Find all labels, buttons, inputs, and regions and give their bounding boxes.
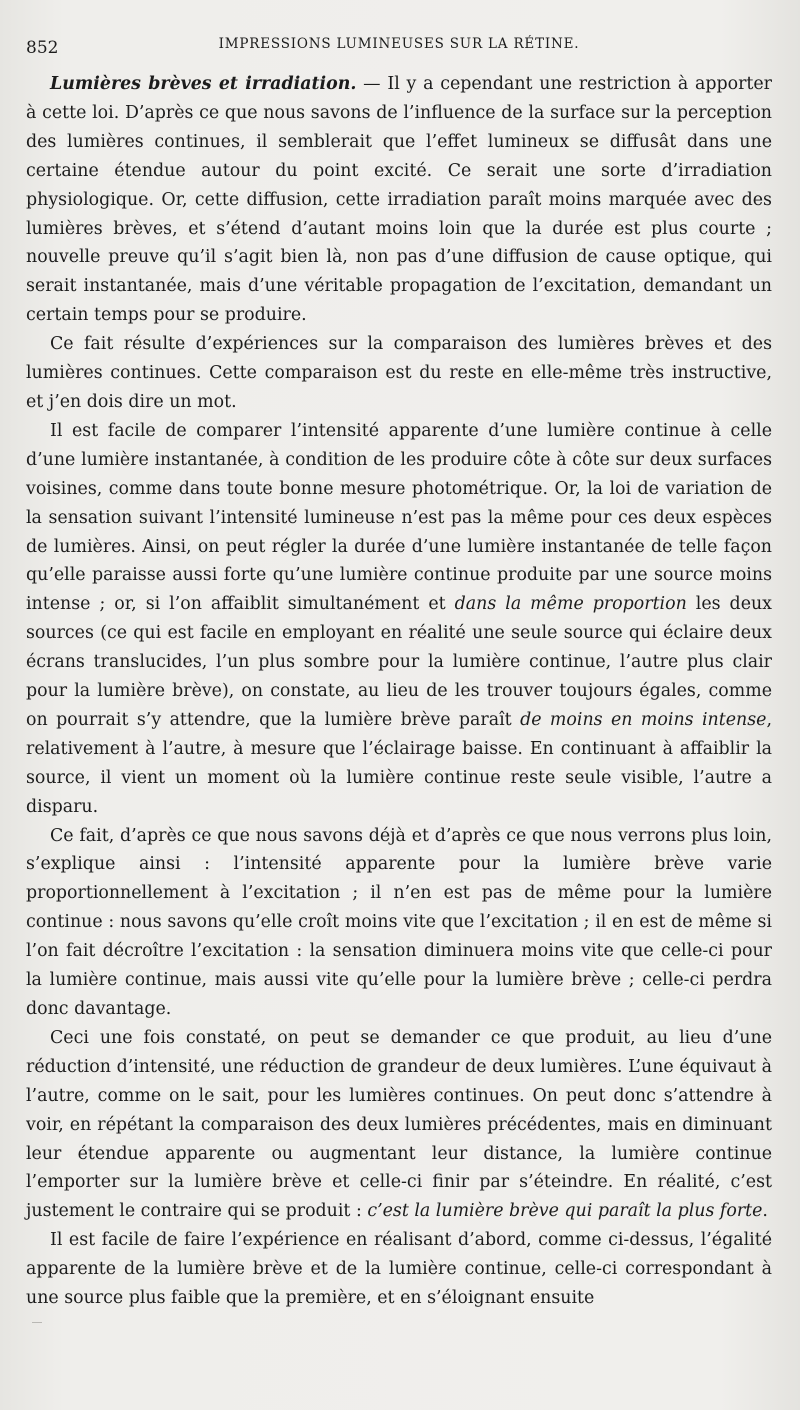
paragraph-irradiation xyxy=(26,70,772,330)
running-title: IMPRESSIONS LUMINEUSES SUR LA RÉTINE. xyxy=(218,36,580,52)
paragraph-experiment xyxy=(26,1226,772,1313)
paragraph-size-reduction xyxy=(26,1024,772,1226)
paragraph-text: — Il y a cependant une restriction à apporter à cette loi. D’après ce que nous savons de l’influence de la surface sur la perception des lumières continues, il semblerait que l’effet lumineux se diffusât dans une certaine étendue autour du point excité. Ce serait une sorte d’irradiation physiologique. Or, cette diffusion, cette irradiation paraît moins marquée avec des lumières brèves, et s’étend d’autant moins loin que la durée est plus courte ; nouvelle preuve qu’il s’agit bien là, non pas d’une diffusion de cause optique, qui serait instantanée, mais d’une véritable propagation de l’excitation, demandant un certain temps pour se produire. xyxy=(26,74,772,326)
paragraph-text: Il est facile de faire l’expérience en réalisant d’abord, comme ci-dessus, l’égalité apparente de la lumière brève et de la lumière continue, celle-ci correspondant à une source plus faible que la première, et en s’éloignant ensuite xyxy=(26,1230,772,1309)
paragraph-text: Ce fait résulte d’expériences sur la comparaison des lumières brèves et des lumières continues. Cette comparaison est du reste en elle-même très instructive, et j’en dois dire un mot. xyxy=(26,334,772,412)
section-title: Lumières brèves et irradiation. xyxy=(50,74,357,94)
italic-phrase: de moins en moins intense xyxy=(520,709,767,730)
italic-phrase: dans la même proportion xyxy=(454,594,687,615)
paragraph-text: les deux sources (ce qui est facile en employant en réalité une seule source qui éclaire deux écrans translucides, l’un plus sombre pour la lumière continue, l’autre plus clair pour la lumière brève), on constate, au lieu de les trouver toujours égales, comme on pourrait s’y attendre, que la lumière brève paraît xyxy=(26,594,772,730)
paragraph-comparison xyxy=(26,417,772,822)
body-text xyxy=(26,70,772,1313)
paragraph-text: , relativement à l’autre, à mesure que l’éclairage baisse. En continuant à affaiblir la source, il vient un moment où la lumière continue reste seule visible, l’autre a disparu. xyxy=(26,709,772,817)
paragraph-text: Ce fait, d’après ce que nous savons déjà et d’après ce que nous verrons plus loin, s’explique ainsi : l’intensité apparente pour la lumière brève varie proportionnellement à l’excitation ; il n’en est pas de même pour la lumière continue : nous savons qu’elle croît moins vite que l’excitation ; il en est de même si l’on fait décroître l’excitation : la sensation diminuera moins vite que celle-ci pour la lumière continue, mais aussi vite qu’elle pour la lumière brève ; celle-ci perdra donc davantage. xyxy=(26,825,772,1019)
running-head xyxy=(26,26,772,60)
italic-phrase: c’est la lumière brève qui paraît la plus forte xyxy=(367,1201,763,1222)
paragraph-experiences xyxy=(26,330,772,417)
paragraph-text: . xyxy=(762,1201,768,1222)
paragraph-text: Ceci une fois constaté, on peut se demander ce que produit, au lieu d’une réduction d’intensité, une réduction de grandeur de deux lumières. L’une équivaut à l’autre, comme on le sait, pour les lumières continues. On peut donc s’attendre à voir, en répétant la comparaison des deux lumières précédentes, mais en diminuant leur étendue apparente ou augmentant leur distance, la lumière continue l’emporter sur la lumière brève et celle-ci finir par s’éteindre. En réalité, c’est justement le contraire qui se produit : xyxy=(26,1027,772,1222)
paragraph-explanation xyxy=(26,822,772,1024)
paragraph-text: Il est facile de comparer l’intensité apparente d’une lumière continue à celle d’une lumière instantanée, à condition de les produire côte à côte sur deux surfaces voisines, comme dans toute bonne mesure photométrique. Or, la loi de variation de la sensation suivant l’intensité lumineuse n’est pas la même pour ces deux espèces de lumières. Ainsi, on peut régler la durée d’une lumière instantanée de telle façon qu’elle paraisse aussi forte qu’une lumière continue produite par une source moins intense ; or, si l’on affaiblit simultanément et xyxy=(26,420,772,615)
page-number: 852 xyxy=(26,38,59,58)
page-edge-mark xyxy=(32,1322,42,1323)
